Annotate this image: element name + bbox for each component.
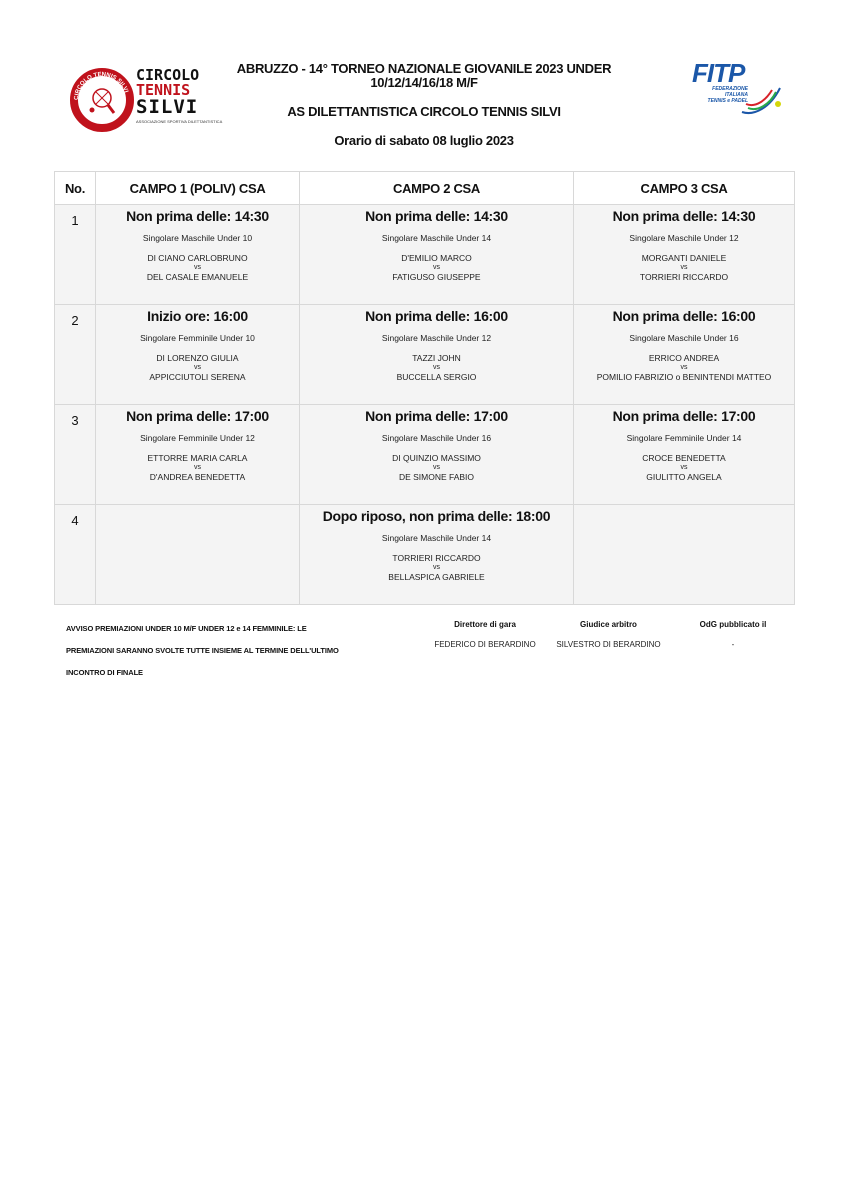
fitp-subline bbox=[674, 86, 748, 104]
svg-text:CIRCOLO TENNIS SILVI bbox=[74, 72, 129, 100]
director-block bbox=[420, 618, 550, 650]
match-time: Inizio ore: 16:00 bbox=[147, 308, 248, 324]
match-time: Non prima delle: 16:00 bbox=[365, 308, 508, 324]
match-category: Singolare Maschile Under 12 bbox=[381, 333, 492, 343]
table-row bbox=[55, 505, 795, 605]
player-1: TORRIERI RICCARDO bbox=[392, 553, 481, 563]
player-1: DI QUINZIO MASSIMO bbox=[392, 453, 481, 463]
versus-label: vs bbox=[194, 364, 201, 371]
referee-label: Giudice arbitro bbox=[580, 620, 637, 629]
versus-label: vs bbox=[433, 464, 440, 471]
match-category: Singolare Maschile Under 16 bbox=[381, 433, 492, 443]
table-row bbox=[55, 205, 795, 305]
director-label: Direttore di gara bbox=[454, 620, 516, 629]
tournament-title-line2: 10/12/14/16/18 M/F bbox=[370, 75, 478, 90]
awards-notice-line2: PREMIAZIONI SARANNO SVOLTE TUTTE INSIEME AL TERMINE DELL'ULTIMO bbox=[66, 646, 339, 655]
brand-line-tennis: TENNIS bbox=[136, 81, 191, 99]
published-block bbox=[678, 618, 788, 650]
match-cell-court-2 bbox=[300, 205, 574, 305]
awards-notice bbox=[66, 618, 406, 684]
awards-notice-line1: AVVISO PREMIAZIONI UNDER 10 M/F UNDER 12 e 14 FEMMINILE: LE bbox=[66, 624, 307, 633]
versus-label: vs bbox=[194, 264, 201, 271]
player-1: CROCE BENEDETTA bbox=[642, 453, 726, 463]
awards-notice-line3: INCONTRO DI FINALE bbox=[66, 668, 143, 677]
tennis-swoosh-icon bbox=[740, 82, 784, 116]
player-1: DI LORENZO GIULIA bbox=[156, 353, 239, 363]
player-1: D'EMILIO MARCO bbox=[401, 253, 472, 263]
match-cell-court-3 bbox=[574, 205, 795, 305]
player-2: D'ANDREA BENEDETTA bbox=[149, 472, 246, 482]
match-time: Non prima delle: 17:00 bbox=[126, 408, 269, 424]
match-category: Singolare Maschile Under 16 bbox=[629, 333, 739, 343]
tournament-title-line1: ABRUZZO - 14° TORNEO NAZIONALE GIOVANILE 2023 UNDER bbox=[236, 61, 612, 76]
player-2: TORRIERI RICCARDO bbox=[639, 272, 729, 282]
versus-label: vs bbox=[433, 564, 440, 571]
director-value: FEDERICO DI BERARDINO bbox=[434, 640, 536, 649]
match-category: Singolare Maschile Under 14 bbox=[381, 533, 492, 543]
versus-label: vs bbox=[194, 464, 201, 471]
brand-subline: ASSOCIAZIONE SPORTIVA DILETTANTISTICA bbox=[136, 119, 223, 124]
club-seal-icon bbox=[70, 68, 134, 132]
match-cell-court-3 bbox=[574, 405, 795, 505]
versus-label: vs bbox=[433, 264, 440, 271]
fitp-sub-line2: ITALIANA bbox=[725, 92, 748, 98]
versus-label: vs bbox=[433, 364, 440, 371]
match-cell-court-1 bbox=[96, 505, 300, 605]
row-number: 4 bbox=[55, 505, 96, 605]
player-1: ERRICO ANDREA bbox=[648, 353, 720, 363]
brand-line-silvi: SILVI bbox=[136, 96, 199, 118]
match-cell-court-3 bbox=[574, 505, 795, 605]
table-header-row bbox=[55, 172, 795, 205]
fitp-sub-line3: TENNIS e PADEL bbox=[707, 98, 748, 104]
match-category: Singolare Femminile Under 10 bbox=[140, 333, 255, 343]
match-category: Singolare Maschile Under 14 bbox=[381, 233, 492, 243]
match-cell-court-2 bbox=[300, 405, 574, 505]
match-cell-court-1 bbox=[96, 405, 300, 505]
player-2: POMILIO FABRIZIO o BENINTENDI MATTEO bbox=[596, 372, 772, 382]
page-header bbox=[0, 0, 848, 170]
page-footer bbox=[66, 618, 786, 682]
tournament-title-block bbox=[210, 62, 638, 148]
match-category: Singolare Maschile Under 12 bbox=[629, 233, 739, 243]
row-number: 2 bbox=[55, 305, 96, 405]
match-category: Singolare Femminile Under 12 bbox=[140, 433, 255, 443]
referee-value: SILVESTRO DI BERARDINO bbox=[556, 640, 661, 649]
player-2: BELLASPICA GABRIELE bbox=[388, 572, 485, 582]
match-cell-court-2 bbox=[300, 305, 574, 405]
referee-block bbox=[546, 618, 671, 650]
match-time: Non prima delle: 14:30 bbox=[126, 208, 269, 224]
header-court-1: CAMPO 1 (POLIV) CSA bbox=[96, 172, 300, 205]
versus-label: vs bbox=[680, 364, 688, 371]
match-time: Non prima delle: 16:00 bbox=[612, 308, 756, 324]
table-row bbox=[55, 405, 795, 505]
player-2: APPICCIUTOLI SERENA bbox=[149, 372, 246, 382]
row-number: 3 bbox=[55, 405, 96, 505]
player-1: MORGANTI DANIELE bbox=[641, 253, 727, 263]
match-category: Singolare Femminile Under 14 bbox=[626, 433, 742, 443]
table-row bbox=[55, 305, 795, 405]
fitp-logo bbox=[668, 58, 784, 116]
header-court-2: CAMPO 2 CSA bbox=[300, 172, 574, 205]
player-2: DEL CASALE EMANUELE bbox=[146, 272, 249, 282]
player-2: GIULITTO ANGELA bbox=[646, 472, 722, 482]
match-time: Non prima delle: 17:00 bbox=[612, 408, 756, 424]
match-schedule-table bbox=[54, 171, 795, 605]
match-category: Singolare Maschile Under 10 bbox=[142, 233, 253, 243]
player-1: DI CIANO CARLOBRUNO bbox=[147, 253, 248, 263]
fitp-wordmark: FITP bbox=[692, 58, 745, 88]
match-cell-court-1 bbox=[96, 305, 300, 405]
match-cell-court-2 bbox=[300, 505, 574, 605]
fitp-sub-line1: FEDERAZIONE bbox=[712, 86, 748, 92]
player-2: BUCCELLA SERGIO bbox=[396, 372, 477, 382]
circolo-tennis-silvi-logo bbox=[70, 66, 223, 136]
player-2: DE SIMONE FABIO bbox=[398, 472, 475, 482]
versus-label: vs bbox=[680, 264, 688, 271]
match-time: Non prima delle: 14:30 bbox=[612, 208, 756, 224]
brand-line-circolo: CIRCOLO bbox=[136, 66, 200, 84]
club-name: AS DILETTANTISTICA CIRCOLO TENNIS SILVI bbox=[287, 104, 561, 119]
match-time: Non prima delle: 17:00 bbox=[365, 408, 508, 424]
player-1: TAZZI JOHN bbox=[412, 353, 461, 363]
match-cell-court-1 bbox=[96, 205, 300, 305]
versus-label: vs bbox=[680, 464, 688, 471]
row-number: 1 bbox=[55, 205, 96, 305]
match-time: Dopo riposo, non prima delle: 18:00 bbox=[322, 508, 551, 524]
schedule-date: Orario di sabato 08 luglio 2023 bbox=[334, 133, 514, 148]
published-label: OdG pubblicato il bbox=[699, 620, 767, 629]
match-time: Non prima delle: 14:30 bbox=[365, 208, 508, 224]
seal-ring-text: CIRCOLO TENNIS SILVI bbox=[73, 71, 129, 101]
player-1: ETTORRE MARIA CARLA bbox=[147, 453, 248, 463]
header-court-3: CAMPO 3 CSA bbox=[574, 172, 795, 205]
match-cell-court-3 bbox=[574, 305, 795, 405]
player-2: FATIGUSO GIUSEPPE bbox=[392, 272, 481, 282]
published-value: - bbox=[731, 640, 735, 649]
header-number: No. bbox=[55, 172, 96, 205]
